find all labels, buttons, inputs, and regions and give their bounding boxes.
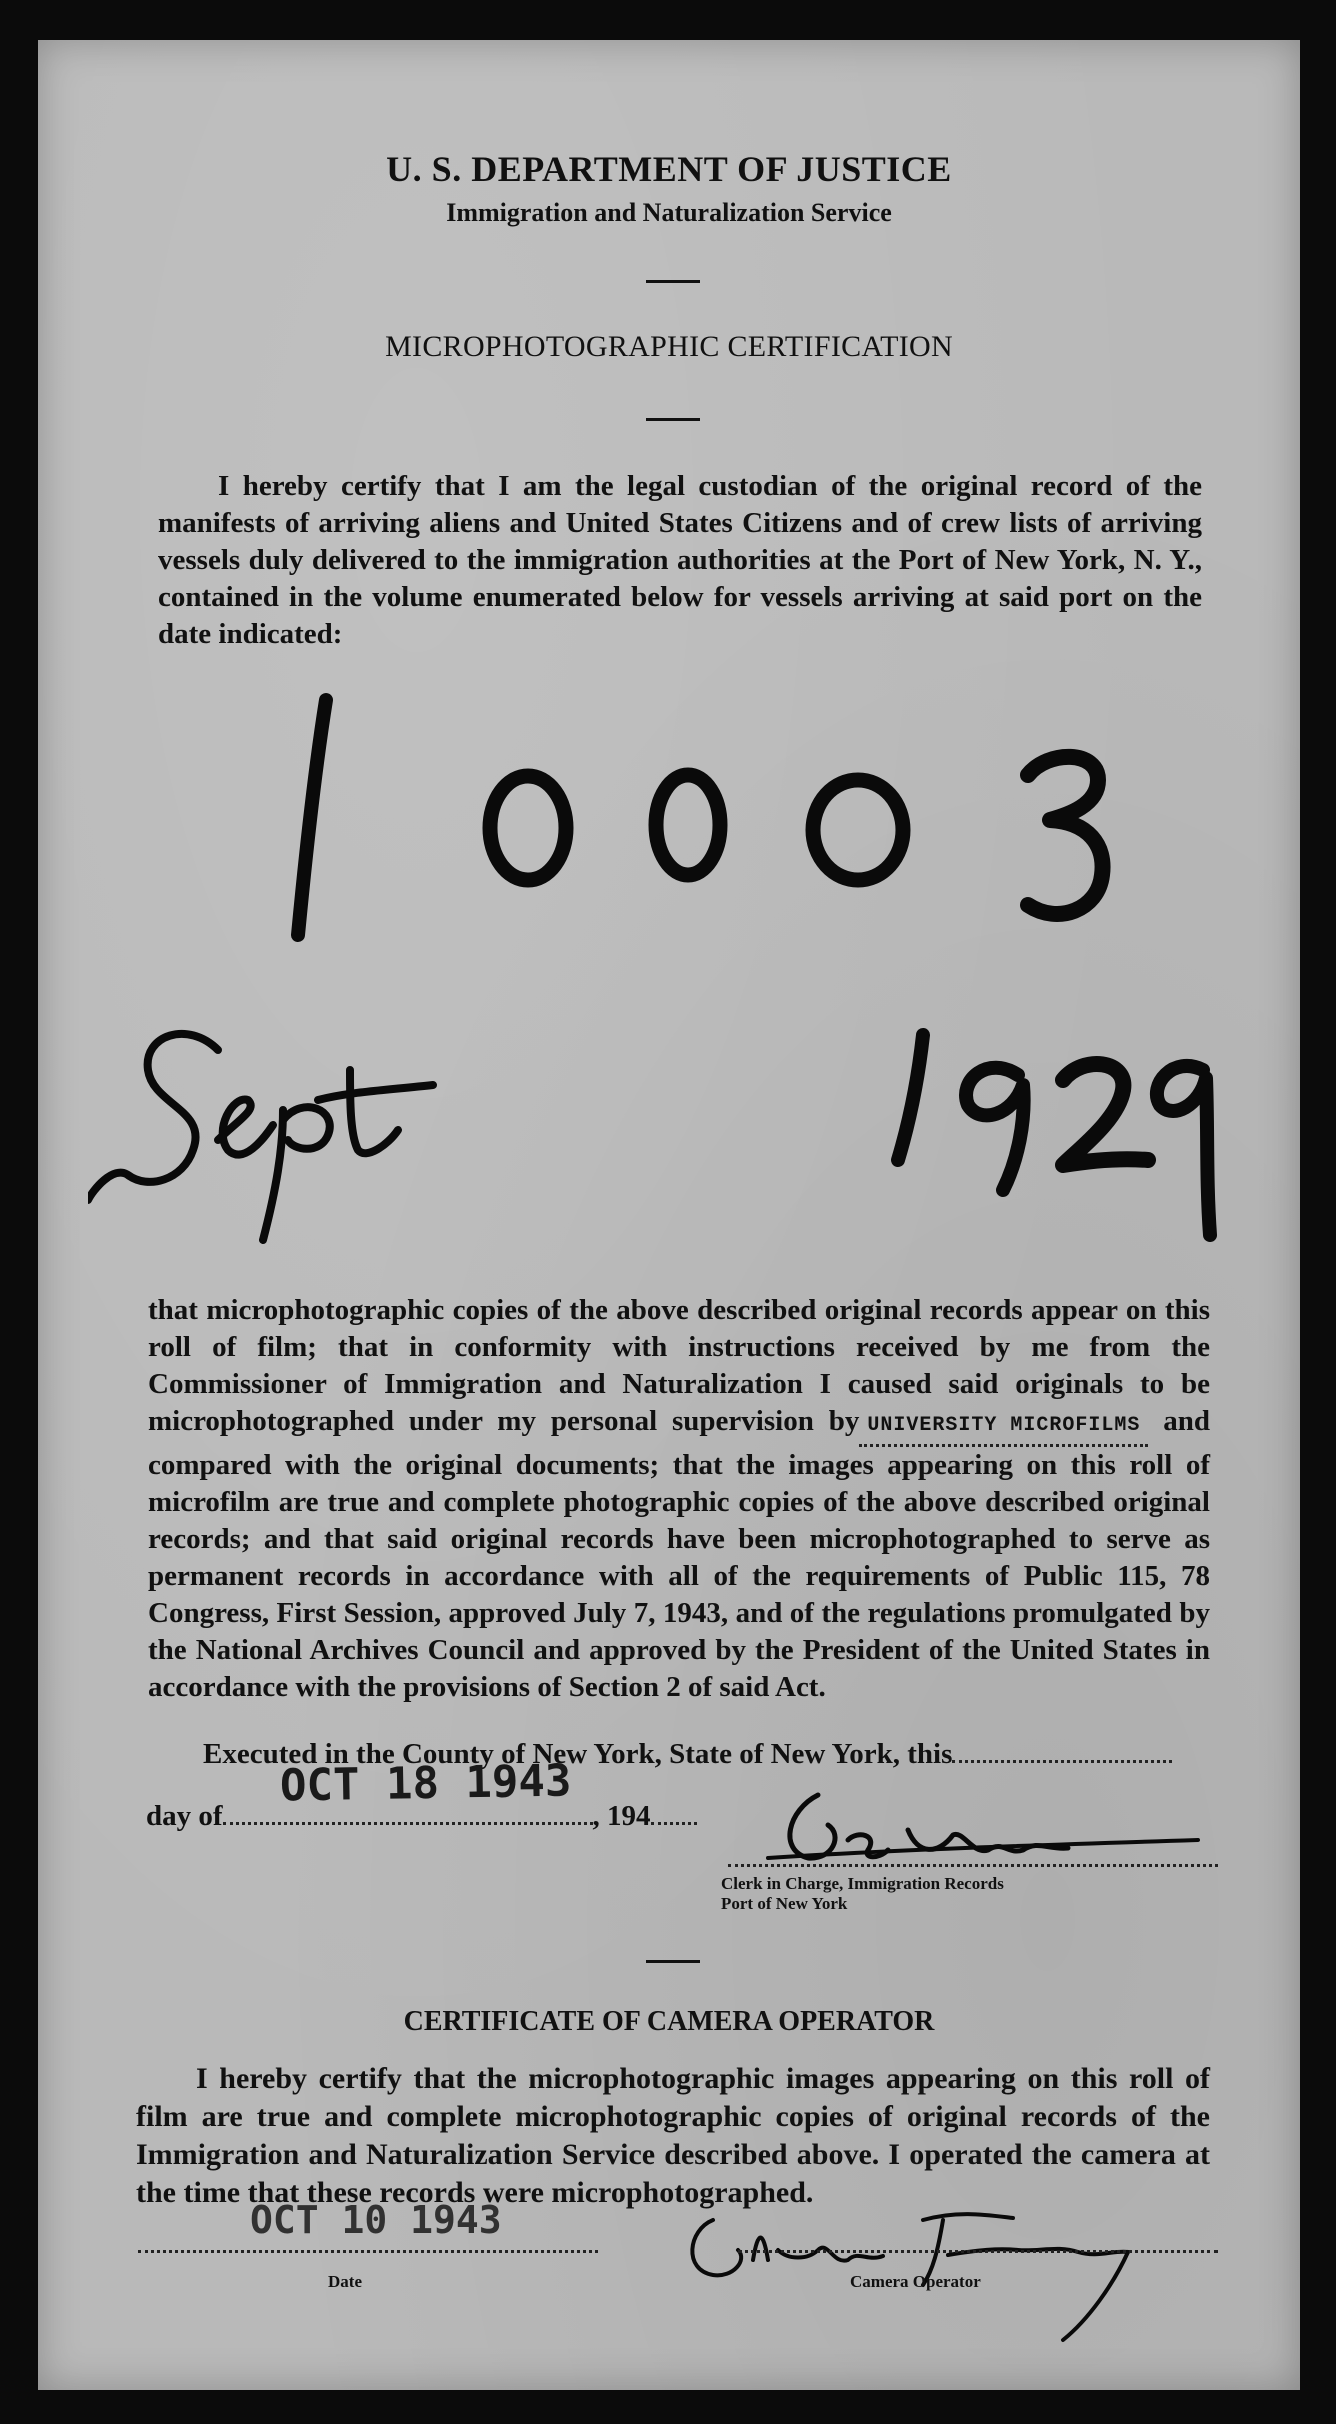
date-line xyxy=(138,2248,598,2253)
divider xyxy=(646,1960,700,1963)
execution-text: Executed in the County of New York, State of New York, this xyxy=(203,1738,953,1770)
supervisor-name: UNIVERSITY MICROFILMS xyxy=(867,1414,1141,1437)
date-label: Date xyxy=(328,2272,362,2291)
divider xyxy=(646,418,700,421)
execution-date-stamp: OCT 18 1943 xyxy=(279,1755,572,1812)
execution-day-field xyxy=(952,1740,1172,1763)
certificate-title: MICROPHOTOGRAPHIC CERTIFICATION xyxy=(385,330,953,363)
day-of-line xyxy=(146,1800,697,1833)
clerk-title xyxy=(721,1874,1004,1914)
department-heading: U. S. DEPARTMENT OF JUSTICE xyxy=(386,149,952,189)
year-suffix-field xyxy=(651,1804,697,1825)
camera-operator-text: I hereby certify that the microphotographic images appearing on this roll of film are true and complete microphotographic copies of original records of the Immigration and Naturalization Service described above. I operated the camera at the time that these records were microphotographed. xyxy=(136,2062,1210,2209)
camera-operator-signature-line xyxy=(738,2248,1218,2253)
body-text-part1: that microphotographic copies of the above described original records appear on this roll of film; that in conformity with instructions received by me from the Commissioner of Immigration and Naturalization I caused said originals to be microphotographed under my personal supervision by xyxy=(148,1294,1210,1437)
day-of-field xyxy=(223,1804,593,1825)
clerk-title-line2: Port of New York xyxy=(721,1894,848,1913)
divider xyxy=(646,280,700,283)
handwritten-volume-number xyxy=(238,680,1178,960)
camera-date-stamp: OCT 10 1943 xyxy=(250,2198,502,2242)
year-prefix: , 194 xyxy=(592,1800,651,1832)
clerk-title-line1: Clerk in Charge, Immigration Records xyxy=(721,1874,1004,1893)
supervisor-field xyxy=(859,1403,1148,1447)
clerk-signature-line xyxy=(728,1862,1218,1867)
handwritten-date xyxy=(88,1000,1238,1250)
camera-operator-label: Camera Operator xyxy=(850,2272,981,2291)
certificate-document xyxy=(38,40,1300,2390)
service-subheading: Immigration and Naturalization Service xyxy=(446,198,892,227)
intro-text: I hereby certify that I am the legal custodian of the original record of the manifests of arriving aliens and United States Citizens and of crew lists of arriving vessels duly delivered to the immigration authorities at the Port of New York, N. Y., contained in the volume enumerated below for vessels arriving at said port on the date indicated: xyxy=(158,470,1202,650)
camera-operator-title: CERTIFICATE OF CAMERA OPERATOR xyxy=(403,2006,935,2037)
camera-operator-signature xyxy=(658,2190,1178,2350)
intro-paragraph xyxy=(158,468,1202,653)
day-of-label: day of xyxy=(146,1800,223,1832)
body-paragraph xyxy=(148,1292,1210,1706)
body-text-part2: and compared with the original documents; that the images appearing on this roll of microfilm are true and complete photographic copies of the above described original records; and that said original records have been microphotographed to serve as permanent records in accordance with all of the requirements of Public 115, 78 Congress, First Session, approved July 7, 1943, and of the regulations promulgated by the National Archives Council and approved by the President of the United States in accordance with the provisions of Section 2 of said Act. xyxy=(148,1405,1210,1703)
